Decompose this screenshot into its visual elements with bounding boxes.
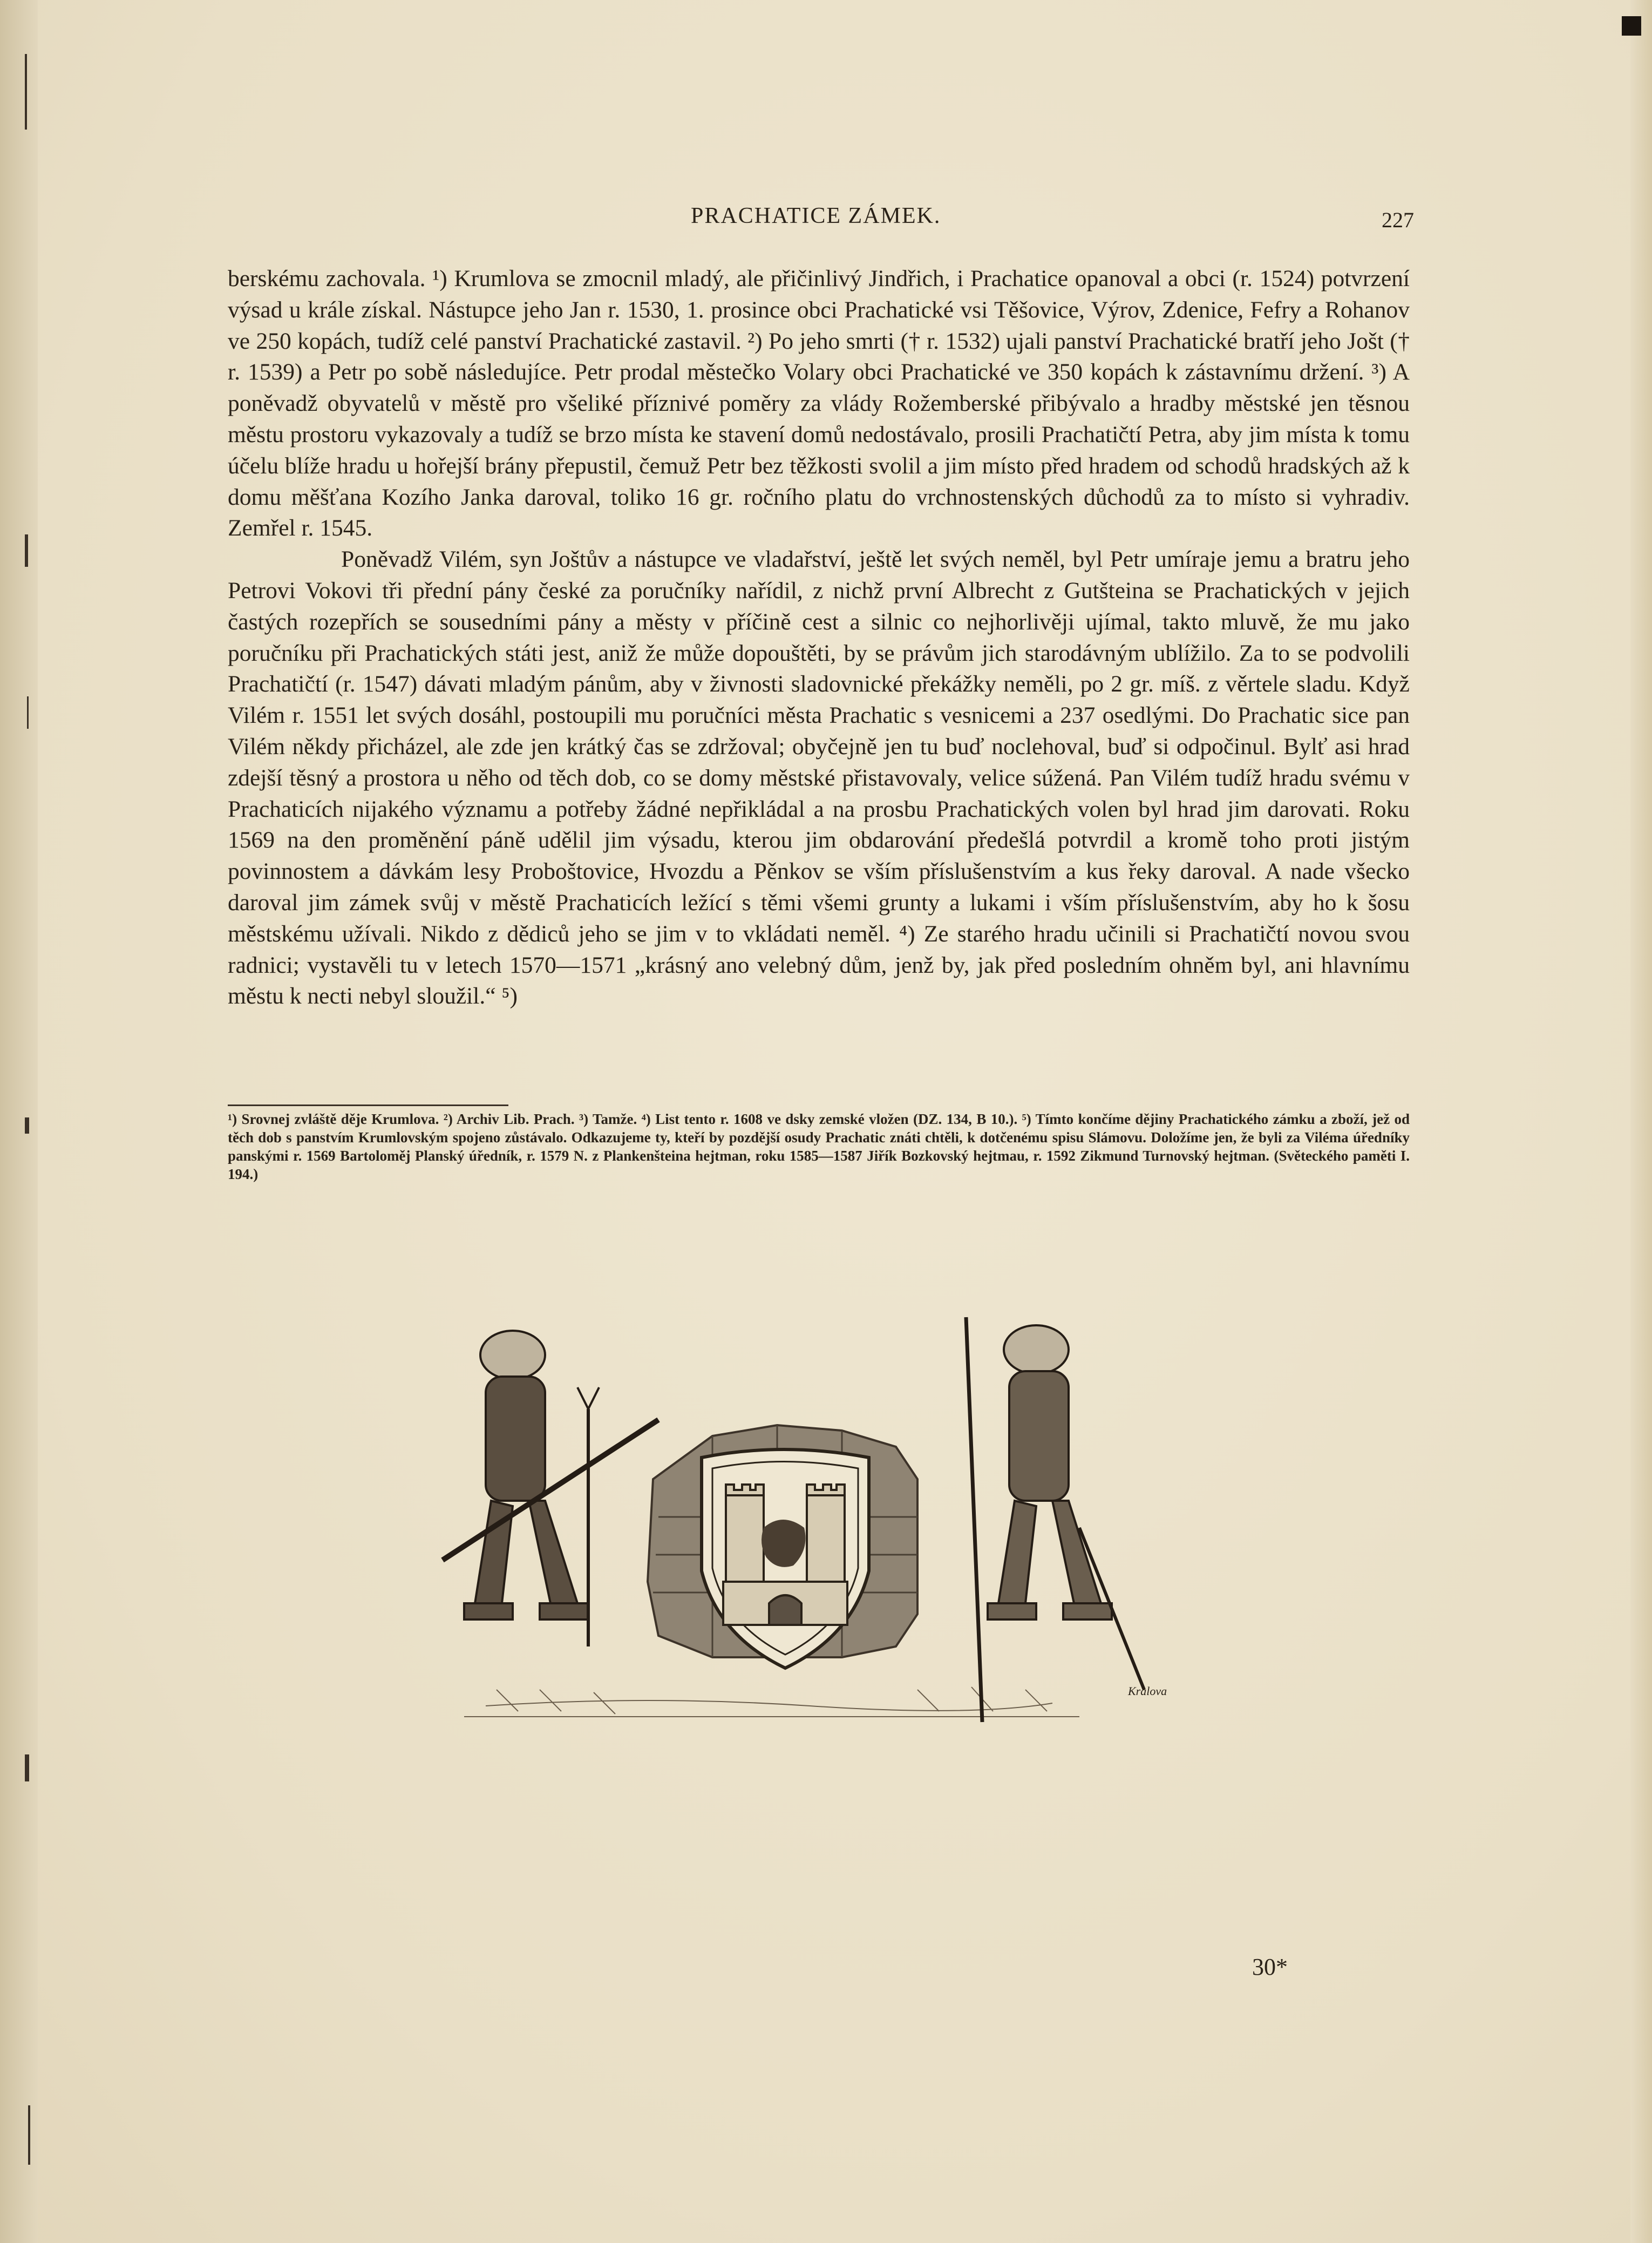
running-header bbox=[227, 203, 1414, 241]
signature-mark: 30* bbox=[1252, 1954, 1288, 1980]
paragraph: berskému zachovala. ¹) Krumlova se zmocnil mladý, ale přičinlivý Jindřich, i Prachatice opanoval a obci (r. 1524) potvrzení výsad u krále získal. Nástupce jeho Jan r. 1530, 1. prosince obci Prachatické vsi Těšovice, Výrov, Zdenice, Fefry a Rohanov ve 250 kopách, tudíž celé panství Prachatické zastavil. ²) Po jeho smrti († r. 1532) ujali panství Prachatické bratří jeho Jošt († r. 1539) a Petr po sobě následujíce. Petr prodal městečko Volary obci Prachatické ve 350 kopách k zástavnímu držení. ³) A poněvadž obyvatelů v městě pro všeliké příznivé poměry za vlády Rožemberské přibývalo a hradby městské jen těsnou městu prostoru vykazovaly a tudíž se brzo místa ke stavení domů nedostávalo, prosili Prachatičtí Petra, aby jim místa k tomu účelu blíže hradu u hořejší brány přepustil, čemuž Petr bez těžkosti svolil a jim místo před hradem od schodů hradských až k domu měšťana Kozího Janka daroval, toliko 16 gr. ročního platu do vrchnostenských důchodů za to místo si vyhradiv. Zemřel r. 1545. bbox=[228, 266, 1410, 541]
footnote-rule bbox=[228, 1104, 508, 1106]
footnotes: ¹) Srovnej zvláště děje Krumlova. ²) Archiv Lib. Prach. ³) Tamže. ⁴) List tento r. 1608 ve dsky zemské vložen (DZ. 134, B 10.). ⁵) Tímto končíme dějiny Prachatického zámku a zboží, jež od těch dob s panstvím Krumlovským spojeno zůstávalo. Odkazujeme ty, kteří by pozdější osudy Prachatic znáti chtěli, k dotčenému spisu Slámovu. Doložíme jen, že byli za Viléma úředníky panskými r. 1569 Bartoloměj Planský úředník, r. 1579 N. z Plankenšteina hejtman, roku 1585—1587 Jiřík Bozkovský hejtmau, r. 1592 Zikmund Turnovský hejtman. (Světeckého paměti I. 194.) bbox=[228, 1111, 1410, 1182]
margin-tick bbox=[25, 1754, 29, 1781]
page-binding-edge bbox=[0, 0, 38, 2243]
header-title: PRACHATICE ZÁMEK. bbox=[691, 204, 941, 228]
page-right-edge bbox=[1630, 0, 1652, 2243]
paragraph: Poněvadž Vilém, syn Joštův a nástupce ve vladařství, ještě let svých neměl, byl Petr umíraje jemu a bratru jeho Petrovi Vokovi tři přední pány české za poručníky nařídil, z nichž první Albrecht z Gutšteina se Prachatických v jejich častých rozepřích se sousedními pány a městy v příčině cest a silnic co nejhorlivěji ujímal, takto mluvě, že mu jako poručníku při Prachatických státi jest, aniž že může dopouštěti, by se právům jich starodávným ublížilo. Za to se podvolili Prachatičtí (r. 1547) dávati mladým pánům, aby v živnosti sladovnické překážky neměli, po 2 gr. míš. z věrtele sladu. Když Vilém r. 1551 let svých dosáhl, postoupili mu poručníci města Prachatic s vesnicemi a 237 osedlými. Do Prachatic sice pan Vilém někdy přicházel, ale zde jen krátký čas se zdržoval; obyčejně jen tu buď noclehoval, buď si odpočinul. Bylť asi hrad zdejší těsný a prostora u něho od těch dob, co se domy městské přistavovaly, velice súžená. Pan Vilém tudíž hradu svému v Prachaticích nijakého významu a potřeby žádné nepřikládal a na prosbu Prachatických volen byl hrad jim darovati. Roku 1569 na den proměnění páně udělil jim výsadu, kterou jim obdarování předešlá potvrdil a kromě toho proti jistým povinnostem a dávkám lesy Proboštovice, Hvozdu a Pěnkov se vším příslušenstvím a kus řeky daroval. A nade všecko daroval jim zámek svůj v městě Prachaticích ležící s těmi všemi grunty a lukami i vším příslušenstvím, aby ho k šosu městskému užívali. Nikdo z dědiců jeho se jim v to vkládati neměl. ⁴) Ze starého hradu učinili si Prachatičtí novou svou radnici; vystavěli tu v letech 1570—1571 „krásný ano velebný dům, jenž by, jak před posledním ohněm byl, ani hlavnímu městu k necti nebyl sloužil.“ ⁵) bbox=[228, 546, 1410, 1009]
margin-tick bbox=[28, 2105, 30, 2165]
body-text bbox=[228, 263, 1410, 1012]
coat-of-arms-illustration bbox=[432, 1301, 1220, 1733]
page-number: 227 bbox=[1382, 208, 1414, 232]
illustration-signature: Kralova bbox=[1128, 1684, 1167, 1698]
margin-tick bbox=[25, 534, 28, 567]
margin-tick bbox=[27, 696, 29, 729]
left-soldier bbox=[443, 1331, 658, 1646]
ground-hatching bbox=[464, 1687, 1079, 1717]
margin-tick bbox=[25, 1117, 29, 1134]
corner-mark bbox=[1622, 16, 1641, 36]
margin-tick bbox=[25, 54, 27, 130]
right-soldier bbox=[966, 1317, 1144, 1722]
